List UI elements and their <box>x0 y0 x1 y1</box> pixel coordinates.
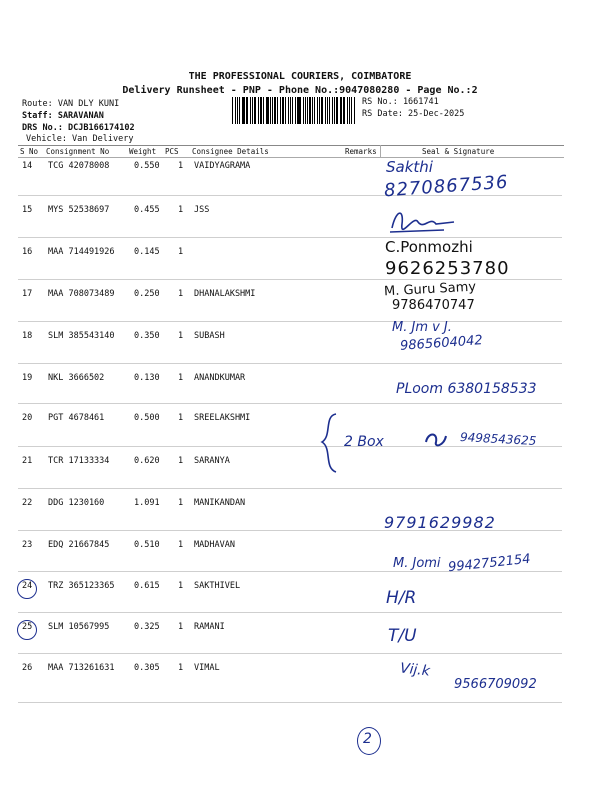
barcode-bar <box>272 97 273 124</box>
hw-r20-signature <box>422 430 450 450</box>
col-consignment: Consignment No <box>46 147 110 156</box>
row-weight: 1.091 <box>134 498 160 508</box>
row-consignee: SAKTHIVEL <box>194 581 241 591</box>
barcode-bar <box>319 97 320 124</box>
barcode-bar <box>290 97 291 124</box>
barcode-bar <box>277 97 278 124</box>
row-consignment: MAA 714491926 <box>48 247 115 257</box>
barcode-bar <box>292 97 293 124</box>
row-separator <box>18 195 562 196</box>
col-weight: Weight <box>129 147 157 156</box>
hw-page-number: 2 <box>363 731 372 747</box>
drs-number: DRS No.: DCJB166174102 <box>22 123 135 133</box>
row-sno: 15 <box>22 205 33 215</box>
row-separator <box>18 237 562 238</box>
row-consignment: SLM 10567995 <box>48 622 110 632</box>
row-consignee: SUBASH <box>194 331 225 341</box>
col-pcs: PCS <box>165 147 179 156</box>
circle-mark-25 <box>17 620 37 640</box>
barcode-bar <box>327 97 328 124</box>
row-consignment: TCG 42078008 <box>48 161 110 171</box>
row-weight: 0.455 <box>134 205 160 215</box>
row-consignment: MAA 713261631 <box>48 663 115 673</box>
barcode-bar <box>237 97 238 124</box>
header-top-rule <box>18 145 564 146</box>
barcode-bar <box>285 97 286 124</box>
row-consignment: PGT 4678461 <box>48 413 105 423</box>
row-sno: 25 <box>22 622 33 632</box>
col-remarks: Remarks <box>345 147 377 156</box>
barcode-bar <box>351 97 352 124</box>
row-consignment: EDQ 21667845 <box>48 540 110 550</box>
col-seal: Seal & Signature <box>422 147 495 156</box>
barcode-bar <box>334 97 335 124</box>
row-consignee: SARANYA <box>194 456 230 466</box>
hw-r16-name: C.Ponmozhi <box>385 238 473 256</box>
barcode-bar <box>307 97 308 124</box>
row-sno: 20 <box>22 413 33 423</box>
row-sno: 22 <box>22 498 33 508</box>
row-pcs: 1 <box>178 413 184 423</box>
row-pcs: 1 <box>178 663 184 673</box>
row-weight: 0.250 <box>134 289 160 299</box>
row-sno: 21 <box>22 456 33 466</box>
col-sno: S No <box>20 147 39 156</box>
barcode-bar <box>252 97 253 124</box>
barcode-bar <box>305 97 306 124</box>
row-consignee: ANANDKUMAR <box>194 373 246 383</box>
rs-date: RS Date: 25-Dec-2025 <box>362 109 465 119</box>
row-pcs: 1 <box>178 498 184 508</box>
hw-box-remark: 2 Box <box>344 434 384 450</box>
row-sno: 14 <box>22 161 33 171</box>
barcode-bar <box>270 97 271 124</box>
row-sno: 26 <box>22 663 33 673</box>
row-weight: 0.145 <box>134 247 160 257</box>
hw-r14-name: Sakthi <box>386 158 433 176</box>
row-pcs: 1 <box>178 247 184 257</box>
barcode-bar <box>295 97 296 124</box>
barcode <box>232 97 356 124</box>
barcode-bar <box>298 97 300 124</box>
row-sno: 17 <box>22 289 33 299</box>
barcode-bar <box>312 97 313 124</box>
hw-r18-name: M. Jm v J. <box>392 320 452 335</box>
route-label: Route: VAN DLY KUNI <box>22 99 120 109</box>
runsheet-subtitle: Delivery Runsheet - PNP - Phone No.:9047080280 - Page No.:2 <box>122 85 478 96</box>
remarks-divider <box>380 145 381 157</box>
row-separator <box>18 403 562 404</box>
row-consignment: TCR 17133334 <box>48 456 110 466</box>
row-sno: 23 <box>22 540 33 550</box>
barcode-bar <box>325 97 326 124</box>
hw-r26-name: Vij.k <box>399 660 431 680</box>
barcode-bar <box>303 97 304 124</box>
barcode-bar <box>332 97 333 124</box>
hw-r23-phone: 9791629982 <box>384 513 496 532</box>
circle-mark-24 <box>17 579 37 599</box>
row-consignment: MYS 52538697 <box>48 205 110 215</box>
row-weight: 0.615 <box>134 581 160 591</box>
company-title: THE PROFESSIONAL COURIERS, COIMBATORE <box>188 71 412 82</box>
row-separator <box>18 653 562 654</box>
row-consignment: DDG 1230160 <box>48 498 105 508</box>
vehicle-label: Vehicle: Van Delivery <box>26 134 134 144</box>
col-consignee: Consignee Details <box>192 147 269 156</box>
row-separator <box>18 446 562 447</box>
hw-r16-phone: 9626253780 <box>385 258 510 279</box>
barcode-bar <box>288 97 289 124</box>
hw-r19-text: PLoom 6380158533 <box>396 381 537 397</box>
row-consignment: SLM 385543140 <box>48 331 115 341</box>
barcode-bar <box>340 97 341 124</box>
hw-r20-phone: 9498543625 <box>459 430 537 448</box>
hw-r25-mark: T/U <box>388 626 417 646</box>
row-consignee: MADHAVAN <box>194 540 235 550</box>
barcode-bar <box>258 97 259 124</box>
hw-r14-phone: 8270867536 <box>383 171 510 202</box>
row-pcs: 1 <box>178 581 184 591</box>
barcode-bar <box>280 97 281 124</box>
row-separator <box>18 321 562 322</box>
barcode-bar <box>254 97 255 124</box>
row-separator <box>18 363 562 364</box>
barcode-bar <box>242 97 244 124</box>
hw-brace <box>318 412 342 474</box>
staff-label: Staff: SARAVANAN <box>22 111 104 121</box>
row-consignee: VIMAL <box>194 663 220 673</box>
row-weight: 0.305 <box>134 663 160 673</box>
row-weight: 0.550 <box>134 161 160 171</box>
row-consignee: VAIDYAGRAMA <box>194 161 251 171</box>
row-weight: 0.325 <box>134 622 160 632</box>
row-weight: 0.350 <box>134 331 160 341</box>
barcode-bar <box>343 97 345 124</box>
row-sno: 19 <box>22 373 33 383</box>
barcode-bar <box>246 97 247 124</box>
barcode-bar <box>267 97 268 124</box>
row-pcs: 1 <box>178 622 184 632</box>
hw-r24-name: M. Jomi <box>393 556 441 571</box>
hw-r17-phone: 9786470747 <box>392 298 475 313</box>
rs-number: RS No.: 1661741 <box>362 97 439 107</box>
barcode-bar <box>260 97 262 124</box>
row-separator <box>18 279 562 280</box>
row-consignment: NKL 3666502 <box>48 373 105 383</box>
barcode-bar <box>282 97 284 124</box>
barcode-bar <box>317 97 318 124</box>
barcode-bar <box>235 97 236 124</box>
barcode-bar <box>232 97 233 124</box>
barcode-bar <box>341 97 342 124</box>
row-weight: 0.500 <box>134 413 160 423</box>
row-weight: 0.130 <box>134 373 160 383</box>
row-consignee: DHANALAKSHMI <box>194 289 256 299</box>
barcode-bar <box>314 97 315 124</box>
row-pcs: 1 <box>178 331 184 341</box>
barcode-bar <box>309 97 310 124</box>
hw-r24-mark: H/R <box>386 588 417 608</box>
row-weight: 0.620 <box>134 456 160 466</box>
barcode-bar <box>250 97 251 124</box>
row-pcs: 1 <box>178 289 184 299</box>
hw-r24-phone: 9942752154 <box>447 551 532 576</box>
barcode-bar <box>263 97 264 124</box>
barcode-bar <box>266 97 267 124</box>
barcode-bar <box>239 97 240 124</box>
row-sno: 24 <box>22 581 33 591</box>
hw-r26-phone: 9566709092 <box>454 677 537 692</box>
table-bottom-rule <box>18 702 562 703</box>
row-consignment: TRZ 365123365 <box>48 581 115 591</box>
row-pcs: 1 <box>178 456 184 466</box>
header-bottom-rule <box>18 157 564 158</box>
barcode-bar <box>349 97 350 124</box>
hw-r15-signature <box>384 204 464 236</box>
row-pcs: 1 <box>178 540 184 550</box>
barcode-bar <box>247 97 248 124</box>
row-pcs: 1 <box>178 161 184 171</box>
row-sno: 16 <box>22 247 33 257</box>
row-pcs: 1 <box>178 373 184 383</box>
barcode-bar <box>329 97 330 124</box>
barcode-bar <box>321 97 323 124</box>
row-consignment: MAA 708073489 <box>48 289 115 299</box>
row-separator <box>18 488 562 489</box>
row-weight: 0.510 <box>134 540 160 550</box>
hw-r18-phone: 9865604042 <box>399 333 484 354</box>
barcode-bar <box>274 97 275 124</box>
row-consignee: RAMANI <box>194 622 225 632</box>
barcode-bar <box>297 97 298 124</box>
row-sno: 18 <box>22 331 33 341</box>
row-consignee: SREELAKSHMI <box>194 413 251 423</box>
hw-r17-name: M. Guru Samy <box>383 279 477 300</box>
barcode-bar <box>347 97 348 124</box>
row-separator <box>18 612 562 613</box>
row-consignee: MANIKANDAN <box>194 498 246 508</box>
row-consignee: JSS <box>194 205 210 215</box>
barcode-bar <box>354 97 355 124</box>
row-pcs: 1 <box>178 205 184 215</box>
barcode-bar <box>336 97 337 124</box>
